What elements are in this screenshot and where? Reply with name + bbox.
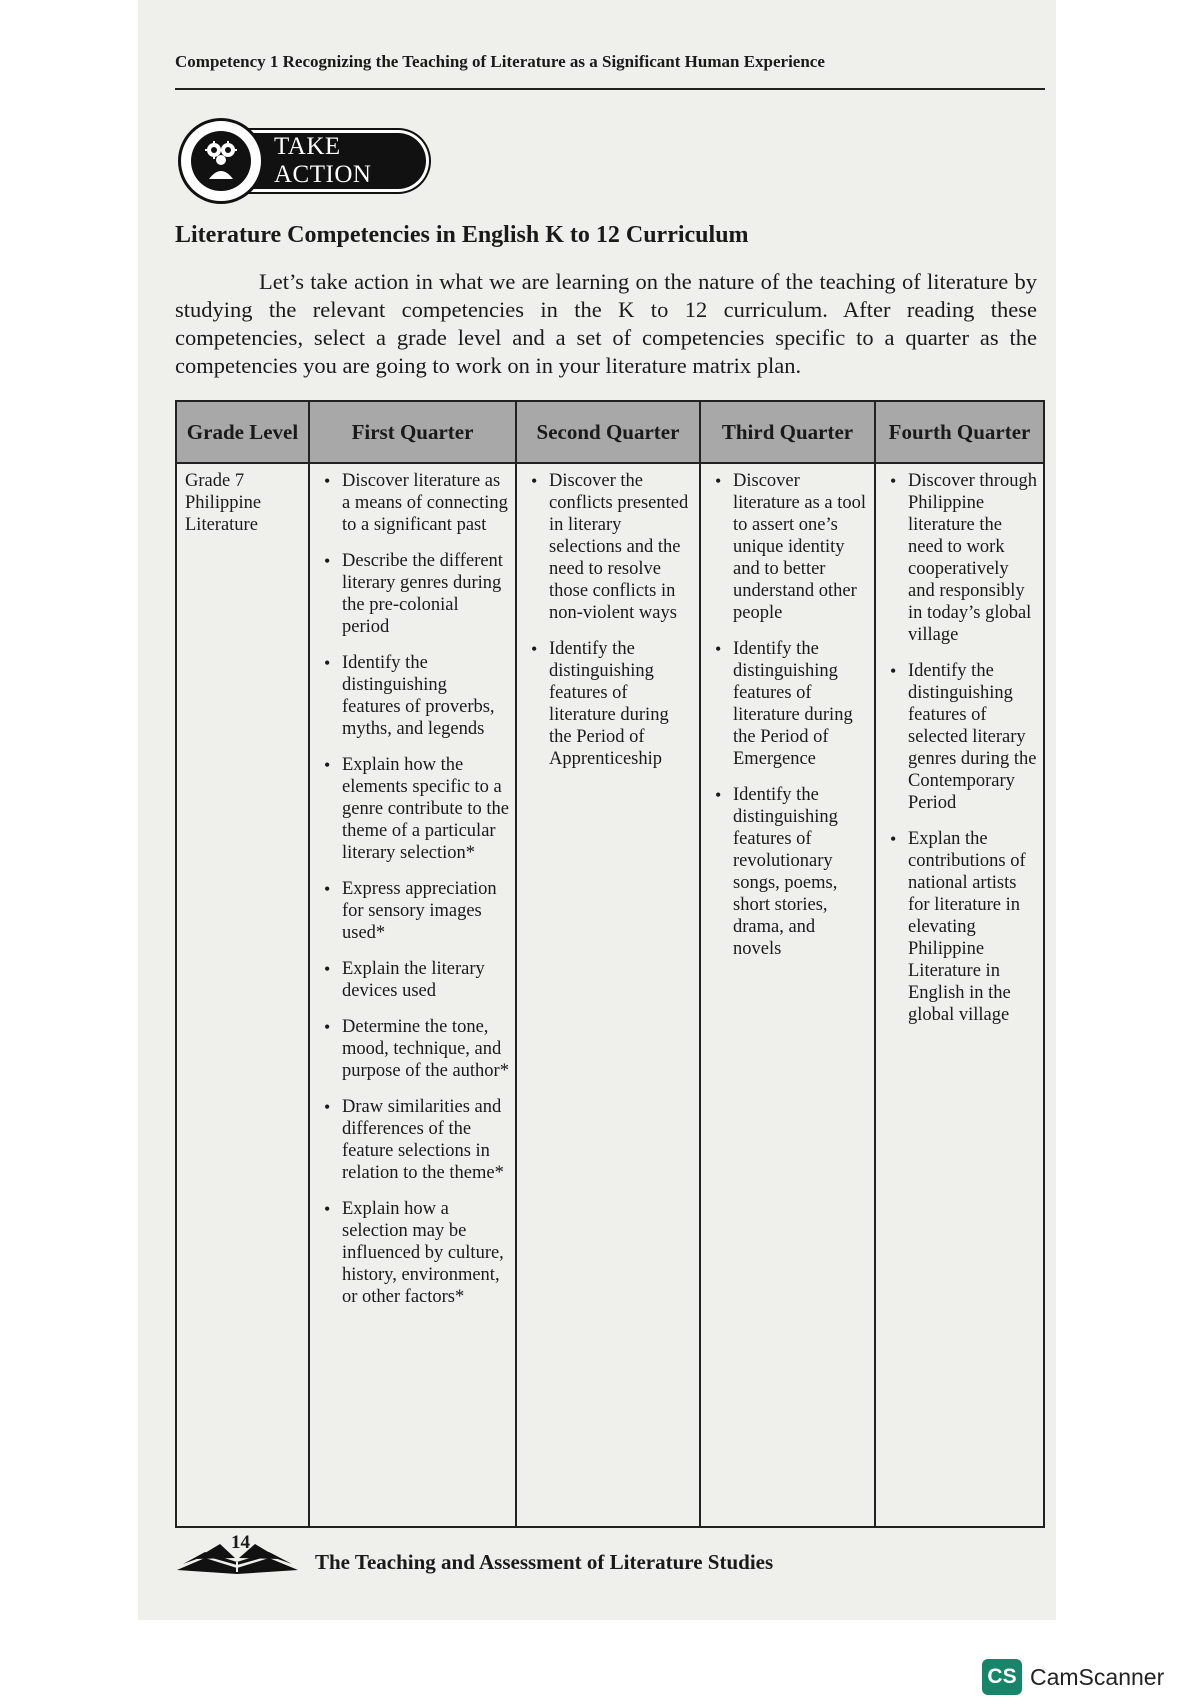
section-title: Literature Competencies in English K to 12 Curriculum (175, 222, 749, 248)
camscanner-logo: CS (982, 1659, 1022, 1695)
header-fourth-quarter: Fourth Quarter (875, 401, 1044, 463)
competency-table (175, 400, 1045, 1528)
second-quarter-cell (516, 463, 700, 1527)
header-grade-level: Grade Level (176, 401, 309, 463)
list-item: • Discover literature as a means of connecting to a significant past (318, 470, 509, 536)
list-item: • Describe the different literary genres during the pre-colonial period (318, 550, 509, 638)
list-item: • Determine the tone, mood, technique, and purpose of the author* (318, 1016, 509, 1082)
intro-paragraph: Let’s take action in what we are learning on the nature of the teaching of literature by studying the relevant competencies in the K to 12 curriculum. After reading these competencies, select a grade level and a set of competencies specific to a quarter as the competencies you are going to work on in your literature matrix plan. (175, 269, 1037, 378)
list-item: • Identify the distinguishing features of proverbs, myths, and legends (318, 652, 509, 740)
list-item: • Discover literature as a tool to assert one’s unique identity and to better understand other people (709, 470, 868, 624)
list-item: • Explain the literary devices used (318, 958, 509, 1002)
camscanner-name: CamScanner (1030, 1663, 1165, 1690)
list-item: • Explan the contributions of national artists for literature in elevating Philippine Literature in English in the global village (884, 828, 1037, 1026)
header-second-quarter: Second Quarter (516, 401, 700, 463)
list-item: • Discover the conflicts presented in literary selections and the need to resolve those conflicts in non-violent ways (525, 470, 693, 624)
header-first-quarter: First Quarter (309, 401, 516, 463)
table-header-row (176, 401, 1044, 463)
header-rule (175, 88, 1045, 90)
badge-label: TAKE ACTION (274, 133, 372, 188)
header-third-quarter: Third Quarter (700, 401, 875, 463)
list-item: • Explain how a selection may be influenced by culture, history, environment, or other factors* (318, 1198, 509, 1308)
list-item: • Identify the distinguishing features of literature during the Period of Apprenticeship (525, 638, 693, 770)
camscanner-watermark (982, 1657, 1164, 1697)
first-quarter-cell (309, 463, 516, 1527)
list-item: • Identify the distinguishing features of revolutionary songs, poems, short stories, drama, and novels (709, 784, 868, 960)
table-row (176, 463, 1044, 1527)
list-item: • Explain how the elements specific to a genre contribute to the theme of a particular literary selection* (318, 754, 509, 864)
list-item: • Discover through Philippine literature the need to work cooperatively and responsibly in today’s global village (884, 470, 1037, 646)
list-item: • Draw similarities and differences of the feature selections in relation to the theme* (318, 1096, 509, 1184)
fourth-quarter-cell (875, 463, 1044, 1527)
grade-cell (176, 463, 309, 1527)
third-quarter-cell (700, 463, 875, 1527)
list-item: • Express appreciation for sensory images used* (318, 878, 509, 944)
take-action-badge (178, 118, 428, 206)
page-number: 14 (231, 1532, 250, 1553)
list-item: • Identify the distinguishing features of literature during the Period of Emergence (709, 638, 868, 770)
page-footer (175, 1532, 875, 1582)
grade-label: Grade 7 Philippine Literature (185, 471, 262, 535)
running-head: Competency 1 Recognizing the Teaching of Literature as a Significant Human Experience (175, 52, 825, 71)
list-item: • Identify the distinguishing features of selected literary genres during the Contemporary Period (884, 660, 1037, 814)
gears-person-icon (178, 118, 264, 204)
book-title: The Teaching and Assessment of Literature Studies (315, 1550, 774, 1574)
